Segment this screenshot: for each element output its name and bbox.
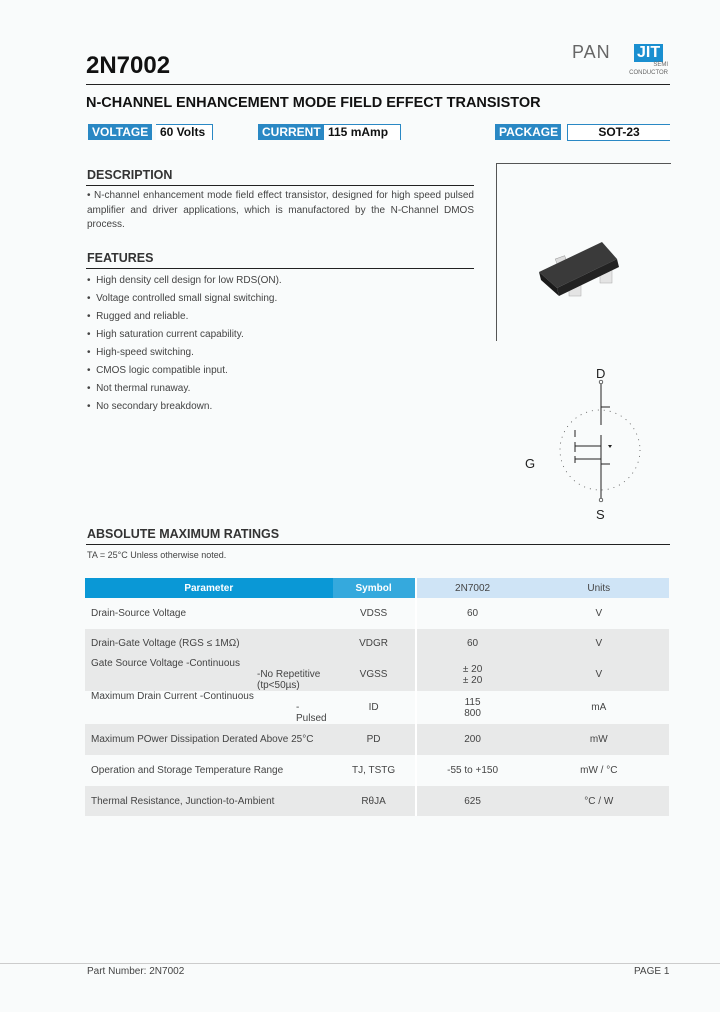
cell-unit: mA bbox=[529, 691, 669, 724]
ratings-note: TA = 25°C Unless otherwise noted. bbox=[87, 550, 227, 560]
divider bbox=[86, 185, 474, 186]
drain-label: D bbox=[596, 366, 606, 381]
cell-unit: V bbox=[529, 629, 669, 658]
package-label: PACKAGE bbox=[495, 124, 561, 140]
current-label: CURRENT bbox=[258, 124, 325, 140]
feature-item: • Rugged and reliable. bbox=[87, 311, 189, 322]
voltage-value: 60 Volts bbox=[156, 124, 213, 140]
cell-symbol: PD bbox=[333, 724, 416, 755]
cell-parameter: Maximum Drain Current -Continuous -Pulsed bbox=[85, 691, 333, 724]
divider bbox=[86, 84, 670, 85]
feature-item: • High density cell design for low RDS(ON). bbox=[87, 275, 282, 286]
panjit-logo: PAN JIT SEMI CONDUCTOR bbox=[572, 42, 668, 76]
feature-item: • CMOS logic compatible input. bbox=[87, 365, 228, 376]
source-label: S bbox=[596, 507, 605, 522]
cell-parameter: Maximum POwer Dissipation Derated Above 25°C bbox=[85, 724, 333, 755]
cell-parameter: Drain-Gate Voltage (RGS ≤ 1MΩ) bbox=[85, 629, 333, 658]
description-text: • N-channel enhancement mode field effect transistor, designed for high speed pulsed amplifier and driver applications, which is manufactored by the N-Channel DMOS process. bbox=[87, 190, 474, 230]
column-header-symbol: Symbol bbox=[333, 578, 416, 598]
footer-page: PAGE 1 bbox=[634, 966, 670, 977]
package-image-frame bbox=[496, 163, 671, 341]
divider bbox=[86, 268, 474, 269]
package-value: SOT-23 bbox=[567, 124, 670, 141]
cell-value: 115 800 bbox=[416, 691, 529, 724]
feature-item: • Voltage controlled small signal switching. bbox=[87, 293, 278, 304]
cell-unit: V bbox=[529, 598, 669, 629]
feature-item: • High-speed switching. bbox=[87, 347, 194, 358]
feature-item: • High saturation current capability. bbox=[87, 329, 244, 340]
cell-unit: mW / °C bbox=[529, 755, 669, 786]
table-row bbox=[85, 724, 669, 755]
mosfet-schematic bbox=[520, 360, 670, 525]
cell-value: ± 20 ± 20 bbox=[416, 658, 529, 691]
cell-parameter: Drain-Source Voltage bbox=[85, 598, 333, 629]
subtitle: N-CHANNEL ENHANCEMENT MODE FIELD EFFECT TRANSISTOR bbox=[86, 95, 541, 111]
table-row bbox=[85, 691, 669, 724]
ratings-table bbox=[85, 578, 669, 816]
features-list bbox=[87, 275, 282, 419]
features-heading: FEATURES bbox=[87, 251, 154, 265]
column-header-parameter: Parameter bbox=[85, 578, 333, 598]
table-row bbox=[85, 658, 669, 691]
feature-item: • No secondary breakdown. bbox=[87, 401, 213, 412]
sot23-package-image bbox=[497, 164, 671, 341]
cell-unit: mW bbox=[529, 724, 669, 755]
cell-symbol: VGSS bbox=[333, 658, 416, 691]
column-header-value: 2N7002 bbox=[416, 578, 529, 598]
voltage-label: VOLTAGE bbox=[88, 124, 152, 140]
ratings-heading: ABSOLUTE MAXIMUM RATINGS bbox=[87, 527, 280, 541]
cell-value: 200 bbox=[416, 724, 529, 755]
column-header-units: Units bbox=[529, 578, 669, 598]
cell-value: 60 bbox=[416, 598, 529, 629]
part-number-title: 2N7002 bbox=[86, 52, 171, 79]
cell-symbol: RθJA bbox=[333, 786, 416, 816]
cell-parameter: Operation and Storage Temperature Range bbox=[85, 755, 333, 786]
cell-unit: °C / W bbox=[529, 786, 669, 816]
divider bbox=[0, 963, 720, 964]
divider bbox=[86, 544, 670, 545]
cell-value: 625 bbox=[416, 786, 529, 816]
table-header bbox=[85, 578, 669, 598]
cell-value: -55 to +150 bbox=[416, 755, 529, 786]
cell-symbol: VDSS bbox=[333, 598, 416, 629]
table-row bbox=[85, 598, 669, 629]
description-heading: DESCRIPTION bbox=[87, 168, 173, 182]
current-value: 115 mAmp bbox=[324, 124, 401, 140]
table-row bbox=[85, 629, 669, 658]
cell-symbol: TJ, TSTG bbox=[333, 755, 416, 786]
cell-symbol: VDGR bbox=[333, 629, 416, 658]
cell-unit: V bbox=[529, 658, 669, 691]
cell-parameter: Gate Source Voltage -Continuous -No Repetitive (tp<50µs) bbox=[85, 658, 333, 691]
gate-label: G bbox=[525, 456, 536, 471]
cell-value: 60 bbox=[416, 629, 529, 658]
table-row bbox=[85, 755, 669, 786]
feature-item: • Not thermal runaway. bbox=[87, 383, 191, 394]
footer-part-number: Part Number: 2N7002 bbox=[87, 966, 185, 977]
cell-symbol: ID bbox=[333, 691, 416, 724]
cell-parameter: Thermal Resistance, Junction-to-Ambient bbox=[85, 786, 333, 816]
table-row bbox=[85, 786, 669, 816]
